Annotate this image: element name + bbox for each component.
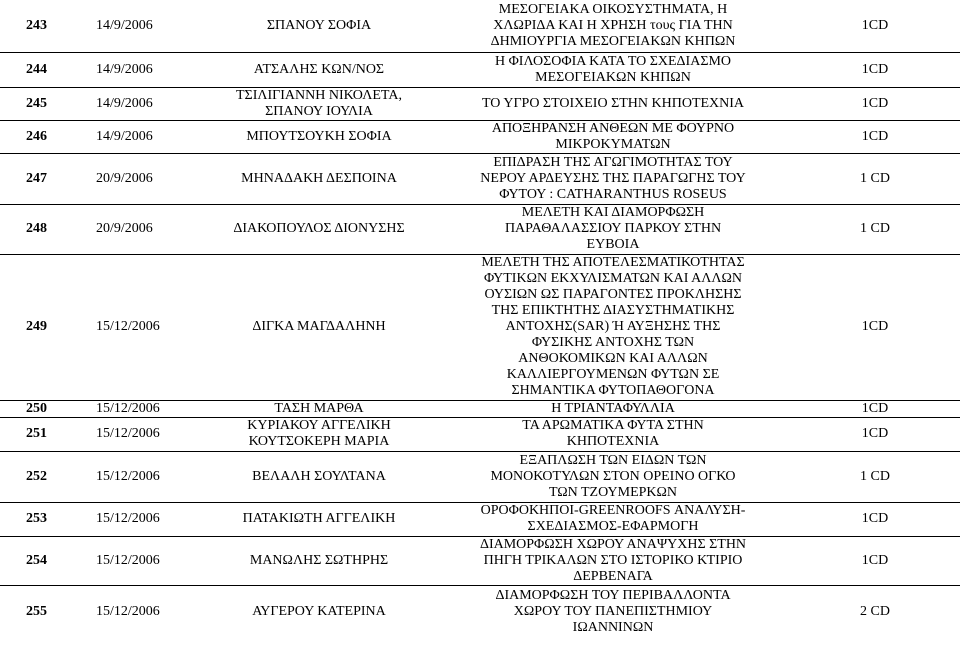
thesis-number: 254: [26, 552, 47, 568]
thesis-title: [436, 502, 790, 536]
student-name-line: ΤΣΙΛΙΓΙΑΝΝΗ ΝΙΚΟΛΕΤΑ,: [236, 87, 402, 103]
thesis-number: 246: [26, 128, 47, 144]
student-name-line: ΠΑΤΑΚΙΩΤΗ ΑΓΓΕΛΙΚΗ: [242, 511, 396, 526]
thesis-title-line: ΦΥΣΙΚΗΣ ΑΝΤΟΧΗΣ ΤΩΝ: [531, 335, 695, 350]
thesis-title: [436, 585, 790, 638]
table-row: [0, 52, 960, 87]
thesis-title: [436, 204, 790, 254]
thesis-title: [436, 52, 790, 87]
thesis-title-line: ΦΥΤΙΚΩΝ ΕΚΧΥΛΙΣΜΑΤΩΝ ΚΑΙ ΑΛΛΩΝ: [483, 271, 743, 286]
thesis-date: 14/9/2006: [96, 128, 153, 144]
thesis-number: 247: [26, 170, 47, 186]
student-name-line: ΤΑΣΗ ΜΑΡΘΑ: [274, 400, 364, 416]
table-row: [0, 536, 960, 585]
thesis-title-line: ΠΗΓΗ ΤΡΙΚΑΛΩΝ ΣΤΟ ΙΣΤΟΡΙΚΟ ΚΤΙΡΙΟ: [483, 552, 743, 568]
thesis-title-line: ΣΧΕΔΙΑΣΜΟΣ-ΕΦΑΡΜΟΓΗ: [527, 519, 699, 534]
student-name-line: ΜΗΝΑΔΑΚΗ ΔΕΣΠΟΙΝΑ: [241, 170, 397, 186]
thesis-date: 14/9/2006: [96, 61, 153, 77]
student-name: [202, 87, 436, 120]
thesis-title: [436, 451, 790, 502]
student-name-line: ΜΑΝΩΛΗΣ ΣΩΤΗΡΗΣ: [249, 552, 389, 568]
media-format: 2 CD: [860, 603, 890, 619]
thesis-title-line: ΧΛΩΡΙΔΑ ΚΑΙ Η ΧΡΗΣΗ τους ΓΙΑ ΤΗΝ: [493, 17, 733, 33]
thesis-title-line: ΤΑ ΑΡΩΜΑΤΙΚΑ ΦΥΤΑ ΣΤΗΝ: [522, 418, 704, 433]
table-row: [0, 204, 960, 254]
thesis-title-line: ΜΙΚΡΟΚΥΜΑΤΩΝ: [555, 136, 671, 152]
thesis-title-line: ΚΗΠΟΤΕΧΝΙΑ: [566, 434, 660, 449]
media-format: 1 CD: [860, 468, 890, 484]
thesis-number: 250: [26, 400, 47, 416]
thesis-number: 252: [26, 468, 47, 484]
thesis-title-line: ΜΕΣΟΓΕΙΑΚΩΝ ΚΗΠΩΝ: [535, 69, 691, 85]
student-name: [202, 451, 436, 502]
student-name: [202, 417, 436, 451]
student-name: [202, 502, 436, 536]
media-format: 1CD: [861, 426, 889, 441]
thesis-date: 20/9/2006: [96, 170, 153, 186]
thesis-date: 15/12/2006: [96, 511, 160, 526]
table-row: [0, 0, 960, 52]
table-row: [0, 87, 960, 120]
thesis-title-line: ΔΙΑΜΟΡΦΩΣΗ ΧΩΡΟΥ ΑΝΑΨΥΧΗΣ ΣΤΗΝ: [479, 536, 747, 552]
thesis-title-line: ΤΗΣ ΕΠΙΚΤΗΤΗΣ ΔΙΑΣΥΣΤΗΜΑΤΙΚΗΣ: [491, 303, 735, 318]
media-format: 1CD: [861, 17, 889, 33]
student-name: [202, 585, 436, 638]
thesis-title-line: ΜΕΛΕΤΗ ΚΑΙ ΔΙΑΜΟΡΦΩΣΗ: [521, 205, 705, 220]
thesis-date: 15/12/2006: [96, 468, 160, 484]
thesis-number: 245: [26, 95, 47, 111]
thesis-title-line: ΦΥΤΟΥ : CATHARANTHUS ROSEUS: [499, 186, 727, 202]
thesis-title-line: ΟΡΟΦΟΚΗΠΟΙ-GREENROOFS ΑΝΑΛΥΣΗ-: [480, 503, 746, 518]
thesis-title-line: ΣΗΜΑΝΤΙΚΑ ΦΥΤΟΠΑΘΟΓΟΝΑ: [511, 383, 715, 398]
student-name: [202, 254, 436, 400]
thesis-title: [436, 87, 790, 120]
thesis-title-line: Η ΤΡΙΑΝΤΑΦΥΛΛΙΑ: [551, 400, 675, 416]
thesis-title-line: ΕΥΒΟΙΑ: [586, 237, 640, 252]
media-format: 1CD: [861, 128, 889, 144]
thesis-title-line: ΑΠΟΞΗΡΑΝΣΗ ΑΝΘΕΩΝ ΜΕ ΦΟΥΡΝΟ: [491, 120, 735, 136]
student-name: [202, 536, 436, 585]
thesis-title-line: ΜΕΣΟΓΕΙΑΚΑ ΟΙΚΟΣΥΣΤΗΜΑΤΑ, Η: [498, 1, 728, 17]
thesis-title-line: ΙΩΑΝΝΙΝΩΝ: [572, 619, 654, 635]
thesis-date: 20/9/2006: [96, 221, 153, 236]
thesis-title-line: ΑΝΤΟΧΗΣ(SAR) Ή ΑΥΞΗΣΗΣ ΤΗΣ: [505, 319, 721, 334]
table-row: [0, 120, 960, 153]
thesis-date: 15/12/2006: [96, 319, 160, 334]
thesis-number: 255: [26, 603, 47, 619]
media-format: 1CD: [861, 552, 889, 568]
media-format: 1CD: [861, 511, 889, 526]
media-format: 1 CD: [860, 221, 890, 236]
student-name-line: ΣΠΑΝΟΥ ΙΟΥΛΙΑ: [265, 103, 373, 119]
student-name-line: ΣΠΑΝΟΥ ΣΟΦΙΑ: [266, 17, 372, 33]
media-format: 1 CD: [860, 170, 890, 186]
thesis-title-line: ΧΩΡΟΥ ΤΟΥ ΠΑΝΕΠΙΣΤΗΜΙΟΥ: [513, 603, 713, 619]
media-format: 1CD: [861, 95, 889, 111]
thesis-title-line: ΔΗΜΙΟΥΡΓΙΑ ΜΕΣΟΓΕΙΑΚΩΝ ΚΗΠΩΝ: [490, 33, 736, 49]
table-row: [0, 400, 960, 417]
thesis-date: 15/12/2006: [96, 426, 160, 441]
thesis-title-line: ΑΝΘΟΚΟΜΙΚΩΝ ΚΑΙ ΑΛΛΩΝ: [518, 351, 708, 366]
student-name-line: ΑΥΓΕΡΟΥ ΚΑΤΕΡΙΝΑ: [252, 603, 386, 619]
student-name: [202, 120, 436, 153]
thesis-number: 248: [26, 221, 47, 236]
table-row: [0, 585, 960, 638]
media-format: 1CD: [861, 61, 889, 77]
student-name: [202, 0, 436, 52]
media-format: 1CD: [861, 400, 889, 416]
thesis-title: [436, 254, 790, 400]
thesis-title: [436, 536, 790, 585]
thesis-title-line: ΤΩΝ ΤΖΟΥΜΕΡΚΩΝ: [548, 484, 678, 500]
thesis-title-line: ΜΟΝΟΚΟΤΥΛΩΝ ΣΤΟΝ ΟΡΕΙΝΟ ΟΓΚΟ: [490, 468, 736, 484]
thesis-number: 244: [26, 61, 47, 77]
thesis-title-line: ΕΠΙΔΡΑΣΗ ΤΗΣ ΑΓΩΓΙΜΟΤΗΤΑΣ ΤΟΥ: [493, 154, 733, 170]
thesis-title-line: ΟΥΣΙΩΝ ΩΣ ΠΑΡΑΓΟΝΤΕΣ ΠΡΟΚΛΗΣΗΣ: [484, 287, 742, 302]
thesis-title: [436, 120, 790, 153]
thesis-title: [436, 153, 790, 204]
thesis-title-line: ΜΕΛΕΤΗ ΤΗΣ ΑΠΟΤΕΛΕΣΜΑΤΙΚΟΤΗΤΑΣ: [481, 255, 745, 270]
table-row: [0, 153, 960, 204]
thesis-title-line: ΤΟ ΥΓΡΟ ΣΤΟΙΧΕΙΟ ΣΤΗΝ ΚΗΠΟΤΕΧΝΙΑ: [481, 95, 745, 111]
thesis-number: 249: [26, 319, 47, 334]
thesis-date: 15/12/2006: [96, 552, 160, 568]
thesis-date: 14/9/2006: [96, 95, 153, 111]
table-row: [0, 451, 960, 502]
student-name-line: ΒΕΛΑΛΗ ΣΟΥΛΤΑΝΑ: [252, 468, 386, 484]
thesis-title-line: ΔΙΑΜΟΡΦΩΣΗ ΤΟΥ ΠΕΡΙΒΑΛΛΟΝΤΑ: [495, 587, 731, 603]
thesis-title: [436, 400, 790, 417]
thesis-title-line: ΠΑΡΑΘΑΛΑΣΣΙΟΥ ΠΑΡΚΟΥ ΣΤΗΝ: [504, 221, 722, 236]
thesis-title-line: ΔΕΡΒΕΝΑΓΑ: [573, 568, 653, 584]
thesis-title-line: ΚΑΛΛΙΕΡΓΟΥΜΕΝΩΝ ΦΥΤΩΝ ΣΕ: [506, 367, 720, 382]
student-name: [202, 153, 436, 204]
thesis-date: 15/12/2006: [96, 603, 160, 619]
student-name: [202, 52, 436, 87]
thesis-date: 14/9/2006: [96, 17, 153, 33]
thesis-title: [436, 0, 790, 52]
media-format: 1CD: [861, 319, 889, 334]
thesis-title-line: ΝΕΡΟΥ ΑΡΔΕΥΣΗΣ ΤΗΣ ΠΑΡΑΓΩΓΗΣ ΤΟΥ: [480, 170, 746, 186]
student-name-line: ΚΥΡΙΑΚΟΥ ΑΓΓΕΛΙΚΗ: [247, 418, 391, 433]
thesis-number: 243: [26, 17, 47, 33]
student-name-line: ΔΙΑΚΟΠΟΥΛΟΣ ΔΙΟΝΥΣΗΣ: [233, 221, 405, 236]
thesis-number: 251: [26, 426, 47, 441]
student-name-line: ΔΙΓΚΑ ΜΑΓΔΑΛΗΝΗ: [252, 319, 386, 334]
thesis-date: 15/12/2006: [96, 400, 160, 416]
student-name: [202, 400, 436, 417]
thesis-title-line: Η ΦΙΛΟΣΟΦΙΑ ΚΑΤΑ ΤΟ ΣΧΕΔΙΑΣΜΟ: [494, 53, 732, 69]
thesis-number: 253: [26, 511, 47, 526]
thesis-title: [436, 417, 790, 451]
student-name: [202, 204, 436, 254]
thesis-title-line: ΕΞΑΠΛΩΣΗ ΤΩΝ ΕΙΔΩΝ ΤΩΝ: [519, 452, 707, 468]
table-row: [0, 417, 960, 451]
table-row: [0, 502, 960, 536]
student-name-line: ΑΤΣΑΛΗΣ ΚΩΝ/ΝΟΣ: [253, 61, 385, 77]
student-name-line: ΜΠΟΥΤΣΟΥΚΗ ΣΟΦΙΑ: [246, 128, 392, 144]
student-name-line: ΚΟΥΤΣΟΚΕΡΗ ΜΑΡΙΑ: [248, 434, 390, 449]
table-row: [0, 254, 960, 400]
